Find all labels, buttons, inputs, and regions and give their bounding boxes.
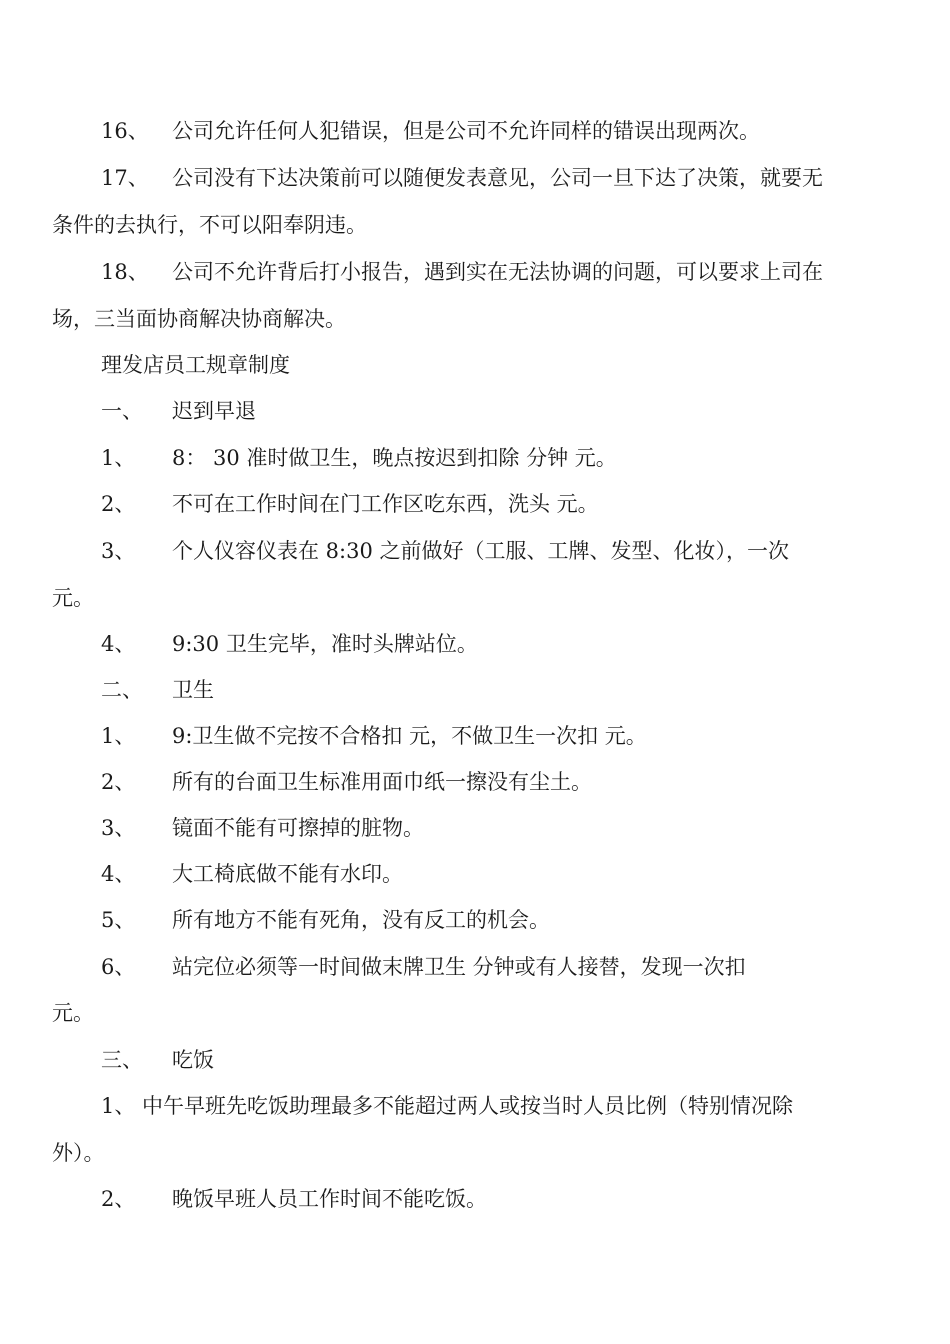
item-text: 所有地方不能有死角，没有反工的机会。	[172, 908, 550, 932]
item-number: 3、	[101, 539, 136, 563]
item-number: 18、	[101, 260, 149, 284]
section-title: 迟到早退	[172, 399, 256, 423]
item-text-continued: 元。	[52, 586, 94, 610]
item-text: 个人仪容仪表在 8:30 之前做好（工服、工牌、发型、化妆），一次	[172, 539, 790, 563]
item-text-continued: 外）。	[52, 1141, 105, 1165]
item-number: 17、	[101, 166, 149, 190]
item-number: 2、	[101, 770, 136, 794]
section-number: 二、	[101, 678, 143, 702]
item-text: 公司不允许背后打小报告，遇到实在无法协调的问题，可以要求上司在	[172, 260, 823, 284]
item-text: 1、 中午早班先吃饭助理最多不能超过两人或按当时人员比例（特别情况除	[101, 1094, 794, 1118]
item-text-continued: 场，三当面协商解决协商解决。	[52, 307, 346, 331]
item-text: 公司没有下达决策前可以随便发表意见，公司一旦下达了决策，就要无	[172, 166, 823, 190]
item-text: 9:30 卫生完毕，准时头牌站位。	[172, 632, 478, 656]
item-number: 2、	[101, 492, 136, 516]
item-text: 镜面不能有可擦掉的脏物。	[172, 816, 424, 840]
item-text: 站完位必须等一时间做末牌卫生 分钟或有人接替，发现一次扣	[172, 955, 746, 979]
item-number: 5、	[101, 908, 136, 932]
item-text: 所有的台面卫生标准用面巾纸一擦没有尘土。	[172, 770, 592, 794]
section-number: 一、	[101, 399, 143, 423]
section-title: 卫生	[172, 678, 214, 702]
item-number: 2、	[101, 1187, 136, 1211]
section-title: 吃饭	[172, 1048, 214, 1072]
item-number: 16、	[101, 119, 149, 143]
item-text: 9:卫生做不完按不合格扣 元，不做卫生一次扣 元。	[172, 724, 647, 748]
item-number: 1、	[101, 724, 136, 748]
heading-text: 理发店员工规章制度	[101, 353, 290, 377]
item-number: 4、	[101, 632, 136, 656]
item-number: 3、	[101, 816, 136, 840]
item-text: 不可在工作时间在门工作区吃东西，洗头 元。	[172, 492, 599, 516]
item-number: 1、	[101, 446, 136, 470]
item-text: 公司允许任何人犯错误，但是公司不允许同样的错误出现两次。	[172, 119, 760, 143]
section-number: 三、	[101, 1048, 143, 1072]
item-text: 晚饭早班人员工作时间不能吃饭。	[172, 1187, 487, 1211]
item-text: 大工椅底做不能有水印。	[172, 862, 403, 886]
item-text-continued: 条件的去执行，不可以阳奉阴违。	[52, 213, 367, 237]
item-text-continued: 元。	[52, 1001, 94, 1025]
item-text: 8： 30 准时做卫生，晚点按迟到扣除 分钟 元。	[172, 446, 617, 470]
item-number: 6、	[101, 955, 136, 979]
item-number: 4、	[101, 862, 136, 886]
